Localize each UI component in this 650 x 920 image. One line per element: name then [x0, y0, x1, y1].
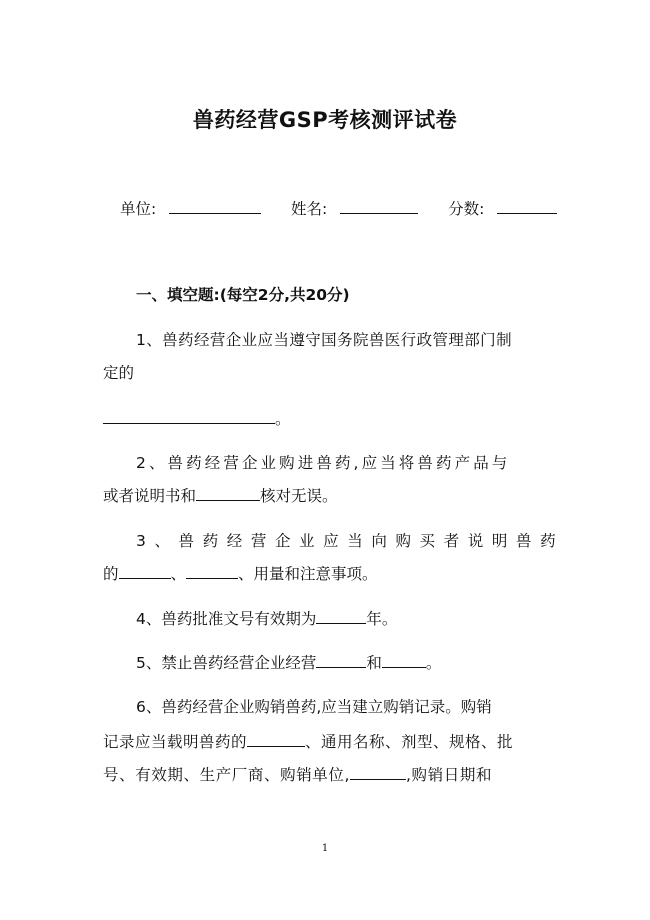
q3-line2 — [103, 562, 378, 584]
q6-line2-start: 记录应当载明兽药的 — [103, 733, 248, 751]
q6-line2 — [103, 730, 513, 752]
q3-blank-2[interactable] — [186, 563, 238, 579]
q3-blank-1[interactable] — [119, 563, 171, 579]
q3-line1: 3、兽药经营企业应当向购买者说明兽药 — [136, 532, 565, 550]
q1-end: 。 — [275, 410, 291, 428]
q1-blank[interactable] — [103, 408, 275, 424]
q2-start: 或者说明书和 — [103, 487, 197, 505]
q3-end: 、用量和注意事项。 — [238, 565, 378, 583]
q5-blank-1[interactable] — [316, 652, 366, 668]
score-label: 分数: — [448, 200, 485, 218]
q4-end: 年。 — [366, 610, 398, 628]
q4-start: 4、兽药批准文号有效期为 — [136, 610, 317, 628]
q5-end: 。 — [425, 654, 442, 672]
q5-start: 5、禁止兽药经营企业经营 — [136, 654, 317, 672]
q3-sep: 、 — [170, 565, 187, 583]
q1-line3 — [103, 407, 291, 429]
q1-line2: 定的 — [103, 364, 135, 382]
name-label: 姓名: — [291, 200, 328, 218]
q6-blank-1[interactable] — [247, 731, 305, 747]
q3-start: 的 — [103, 565, 119, 583]
q2-end: 核对无误。 — [260, 487, 338, 505]
q4-line — [136, 607, 397, 629]
unit-label: 单位: — [120, 200, 157, 218]
q5-mid: 和 — [366, 654, 382, 672]
section-heading: 一、填空题:(每空2分,共20分) — [136, 286, 350, 304]
q6-line3-end: ,购销日期和 — [406, 766, 493, 784]
q5-line — [136, 651, 441, 673]
exam-title: 兽药经营GSP考核测评试卷 — [192, 108, 458, 132]
q6-line3 — [103, 763, 492, 785]
unit-blank[interactable] — [169, 197, 261, 214]
q6-line3-start: 号、有效期、生产厂商、购销单位, — [103, 766, 351, 784]
page-number: 1 — [321, 843, 329, 854]
q2-blank[interactable] — [196, 485, 260, 501]
info-row — [120, 197, 557, 219]
score-blank[interactable] — [497, 197, 557, 214]
q4-blank[interactable] — [316, 608, 366, 624]
q6-line2-end: 、通用名称、剂型、规格、批 — [305, 733, 514, 751]
q5-blank-2[interactable] — [382, 652, 426, 668]
q6-line1: 6、兽药经营企业购销兽药,应当建立购销记录。购销 — [136, 698, 492, 716]
q2-line2 — [103, 484, 338, 506]
name-blank[interactable] — [340, 197, 418, 214]
q2-line1: 2、兽药经营企业购进兽药,应当将兽药产品与 — [136, 454, 511, 472]
q1-line1: 1、兽药经营企业应当遵守国务院兽医行政管理部门制 — [136, 331, 512, 349]
q6-blank-2[interactable] — [350, 764, 406, 780]
